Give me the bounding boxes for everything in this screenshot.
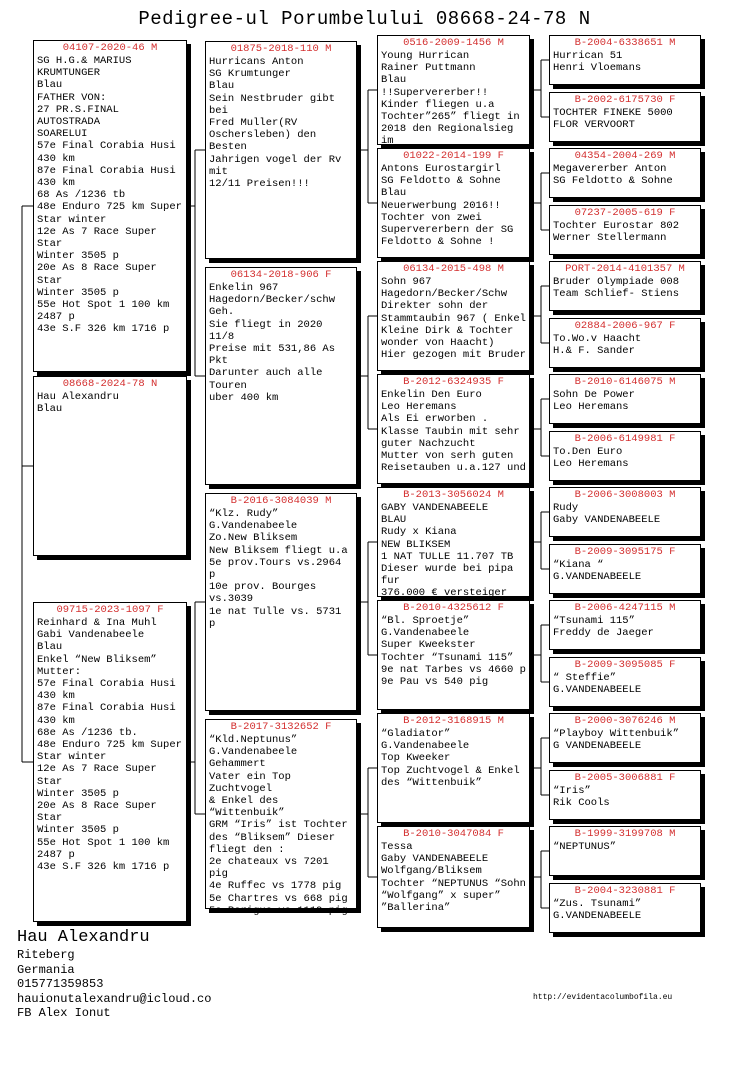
website-link[interactable]: http://evidentacolumbofila.eu — [533, 993, 673, 1002]
ring-number: 07237-2005-619 F — [574, 207, 676, 219]
ring-number: B-2004-6338651 M — [574, 37, 676, 49]
pigeon-card-mmf — [377, 713, 530, 823]
pigeon-card-mffm — [549, 544, 701, 594]
pigeon-description: “ Steffie” G.VANDENABEELE — [553, 672, 642, 697]
pigeon-description: Enkelin Den Euro Leo Heremans Als Ei erworben . Klasse Taubin mit sehr guter Nachzucht Mutter von serh guten Reisetauben u.a.127 und — [381, 389, 526, 475]
ring-number: B-2006-4247115 M — [574, 602, 676, 614]
pigeon-card-ffm — [377, 148, 530, 258]
pigeon-card-mmff — [549, 713, 701, 763]
pigeon-card-mmmf — [549, 826, 701, 876]
pigeon-description: TOCHTER FINEKE 5000 FLOR VERVOORT — [553, 107, 673, 132]
pigeon-description: Megavererber Anton SG Feldotto & Sohne — [553, 163, 673, 188]
pigeon-description: “Kiana “ G.VANDENABEELE — [553, 559, 642, 584]
pigeon-card-mmmm — [549, 883, 701, 933]
ring-number: B-2010-4325612 F — [403, 602, 504, 614]
pigeon-description: To.Wo.v Haacht H.& F. Sander — [553, 333, 642, 358]
ring-number: B-2006-6149981 F — [574, 433, 676, 445]
owner-name: Hau Alexandru — [17, 928, 150, 947]
ring-number: 08668-2024-78 N — [62, 378, 158, 390]
pigeon-card-mfmf — [549, 600, 701, 650]
pigeon-description: To.Den Euro Leo Heremans — [553, 446, 629, 471]
pigeon-card-father — [33, 40, 187, 372]
ring-number: B-2006-3008003 M — [574, 489, 676, 501]
ring-number: 09715-2023-1097 F — [56, 604, 164, 616]
pigeon-card-mother — [33, 602, 187, 922]
pigeon-card-mmm — [377, 826, 530, 928]
ring-number: PORT-2014-4101357 M — [565, 263, 685, 275]
pigeon-card-mfff — [549, 487, 701, 537]
pigeon-card-fm — [205, 267, 357, 485]
pigeon-card-mmfm — [549, 770, 701, 820]
pigeon-description: Antons Eurostargirl SG Feldotto & Sohne Blau Neuerwerbung 2016!! Tochter von zwei Supervererbern der SG Feldotto & Sohne ! — [381, 163, 514, 249]
pigeon-description: “Kld.Neptunus” G.Vandenabeele Gehammert Vater ein Top Zuchtvogel & Enkel des “Wittenbuik” GRM “Iris” ist Tochter des “Bliksem” Dieser fliegt den : 2e chateaux vs 7201 pig 4e Ruffec vs 1778 pig 5e Chartres vs 668 pig 5e Perigue vs 1119 pig — [209, 734, 348, 917]
ring-number: B-2010-3047084 F — [403, 828, 504, 840]
ring-number: B-2000-3076246 M — [574, 715, 676, 727]
pigeon-card-mm — [205, 719, 357, 917]
pigeon-description: Bruder Olympiade 008 Team Schlief- Stiens — [553, 276, 680, 301]
ring-number: B-2010-6146075 M — [574, 376, 676, 388]
pigeon-description: Young Hurrican Rainer Puttmann Blau !!Supervererber!! Kinder fliegen u.a Tochter”265” fliegt in 2018 den Regionalsieg im — [381, 50, 520, 148]
pigeon-description: “Playboy Wittenbuik” G VANDENABEELE — [553, 728, 680, 753]
ring-number: 01875-2018-110 M — [230, 43, 332, 55]
pigeon-description: “NEPTUNUS” — [553, 841, 617, 853]
ring-number: B-2009-3095085 F — [574, 659, 676, 671]
pigeon-description: “Zus. Tsunami” G.VANDENABEELE — [553, 898, 642, 923]
owner-city: Riteberg — [17, 948, 75, 962]
ring-number: 06134-2018-906 F — [230, 269, 332, 281]
pigeon-card-subject — [33, 376, 187, 556]
ring-number: B-1999-3199708 M — [574, 828, 676, 840]
pigeon-description: Tessa Gaby VANDENABEELE Wolfgang/Bliksem Tochter “NEPTUNUS “Sohn “Wolfgang” x super” ”Ballerina” — [381, 841, 526, 915]
pigeon-description: “Gladiator” G.Vandenabeele Top Kweeker Top Zuchtvogel & Enkel des “Wittenbuik” — [381, 728, 520, 789]
pigeon-description: Sohn De Power Leo Heremans — [553, 389, 635, 414]
pigeon-card-fffm — [549, 92, 701, 142]
pigeon-description: “Iris” Rik Cools — [553, 785, 610, 810]
owner-country: Germania — [17, 962, 75, 977]
pigeon-description: GABY VANDENABEELE BLAU Rudy x Kiana NEW BLIKSEM 1 NAT TULLE 11.707 TB Dieser wurde bei pipa fur 376.000 € versteiger — [381, 502, 514, 600]
pigeon-card-ffmm — [549, 205, 701, 255]
pigeon-card-ff — [205, 41, 357, 259]
owner-block — [17, 928, 211, 1021]
ring-number: B-2004-3230881 F — [574, 885, 676, 897]
ring-number: B-2017-3132652 F — [230, 721, 332, 733]
pigeon-description: “Klz. Rudy” G.Vandenabeele Zo.New Bliksem New Bliksem fliegt u.a 5e prov.Tours vs.2964 p 10e prov. Bourges vs.3039 1e nat Tulle vs. 5731 p — [209, 508, 348, 630]
pigeon-card-fmm — [377, 374, 530, 484]
pigeon-description: Rudy Gaby VANDENABEELE — [553, 502, 661, 527]
pigeon-card-mf — [205, 493, 357, 711]
pigeon-description: Hau Alexandru Blau — [37, 391, 119, 416]
pigeon-card-fmfm — [549, 318, 701, 368]
ring-number: 01022-2014-199 F — [403, 150, 504, 162]
ring-number: 04107-2020-46 M — [62, 42, 158, 54]
pigeon-card-fmmm — [549, 431, 701, 481]
pigeon-description: “Bl. Sproetje” G.Vandenabeele Super Kweekster Tochter “Tsunami 115” 9e nat Tarbes vs 4660 p 9e Pau vs 540 pig — [381, 615, 526, 689]
pigeon-card-mfmm — [549, 657, 701, 707]
ring-number: B-2012-3168915 M — [403, 715, 504, 727]
owner-phone: 015771359853 — [17, 977, 104, 991]
pigeon-description: Tochter Eurostar 802 Werner Stellermann — [553, 220, 680, 245]
ring-number: B-2005-3006881 F — [574, 772, 676, 784]
owner-email: hauionutalexandru@icloud.co — [17, 991, 212, 1006]
pigeon-description: SG H.G.& MARIUS KRUMTUNGER Blau FATHER VON: 27 PR.S.FINAL AUTOSTRADA SOARELUI 57e Final Corabia Husi 430 km 87e Final Corabia Husi 430 km 68 As /1236 tb 48e Enduro 725 km Super Star winter 12e As 7 Race Super Star Winter 3505 p 20e As 8 Race Super Star Winter 3505 p 55e Hot Spot 1 100 km 2487 p 43e S.F 326 km 1716 p — [37, 55, 182, 336]
pigeon-card-ffff — [549, 35, 701, 85]
owner-facebook: FB Alex Ionut — [17, 1006, 111, 1020]
ring-number: 04354-2004-269 M — [574, 150, 676, 162]
pigeon-card-mff — [377, 487, 530, 600]
ring-number: B-2013-3056024 M — [403, 489, 504, 501]
pigeon-description: “Tsunami 115” Freddy de Jaeger — [553, 615, 654, 640]
pigeon-card-fff — [377, 35, 530, 148]
pigeon-description: Reinhard & Ina Muhl Gabi Vandenabeele Blau Enkel “New Bliksem” Mutter: 57e Final Corabia Husi 430 km 87e Final Corabia Husi 430 km 68e As /1236 tb. 48e Enduro 725 km Super Star winter 12e As 7 Race Super Star Winter 3505 p 20e As 8 Race Super Star Winter 3505 p 55e Hot Spot 1 100 km 2487 p 43e S.F 326 km 1716 p — [37, 617, 182, 874]
pigeon-card-ffmf — [549, 148, 701, 198]
ring-number: B-2009-3095175 F — [574, 546, 676, 558]
ring-number: B-2012-6324935 F — [403, 376, 504, 388]
ring-number: B-2016-3084039 M — [230, 495, 332, 507]
pigeon-card-fmmf — [549, 374, 701, 424]
pigeon-description: Enkelin 967 Hagedorn/Becker/schw Geh. Sie fliegt in 2020 11/8 Preise mit 531,86 As Pkt Darunter auch alle Touren uber 400 km — [209, 282, 336, 404]
ring-number: 06134-2015-498 M — [403, 263, 504, 275]
page-title: Pedigree-ul Porumbelului 08668-24-78 N — [138, 8, 591, 30]
ring-number: 0516-2009-1456 M — [403, 37, 504, 49]
pigeon-card-fmff — [549, 261, 701, 311]
pigeon-description: Sohn 967 Hagedorn/Becker/Schw Direkter sohn der Stammtaubin 967 ( Enkel Kleine Dirk & Tochter wonder von Haacht) Hier gezogen mit Bruder — [381, 276, 526, 362]
ring-number: 02884-2006-967 F — [574, 320, 676, 332]
pigeon-description: Hurricans Anton SG Krumtunger Blau Sein Nestbruder gibt bei Fred Muller(RV Oschersleben) den Besten Jahrigen vogel der Rv mit 12/11 Preisen!!! — [209, 56, 342, 191]
ring-number: B-2002-6175730 F — [574, 94, 676, 106]
pigeon-card-fmf — [377, 261, 530, 371]
pigeon-description: Hurrican 51 Henri Vloemans — [553, 50, 642, 75]
pigeon-card-mfm — [377, 600, 530, 710]
